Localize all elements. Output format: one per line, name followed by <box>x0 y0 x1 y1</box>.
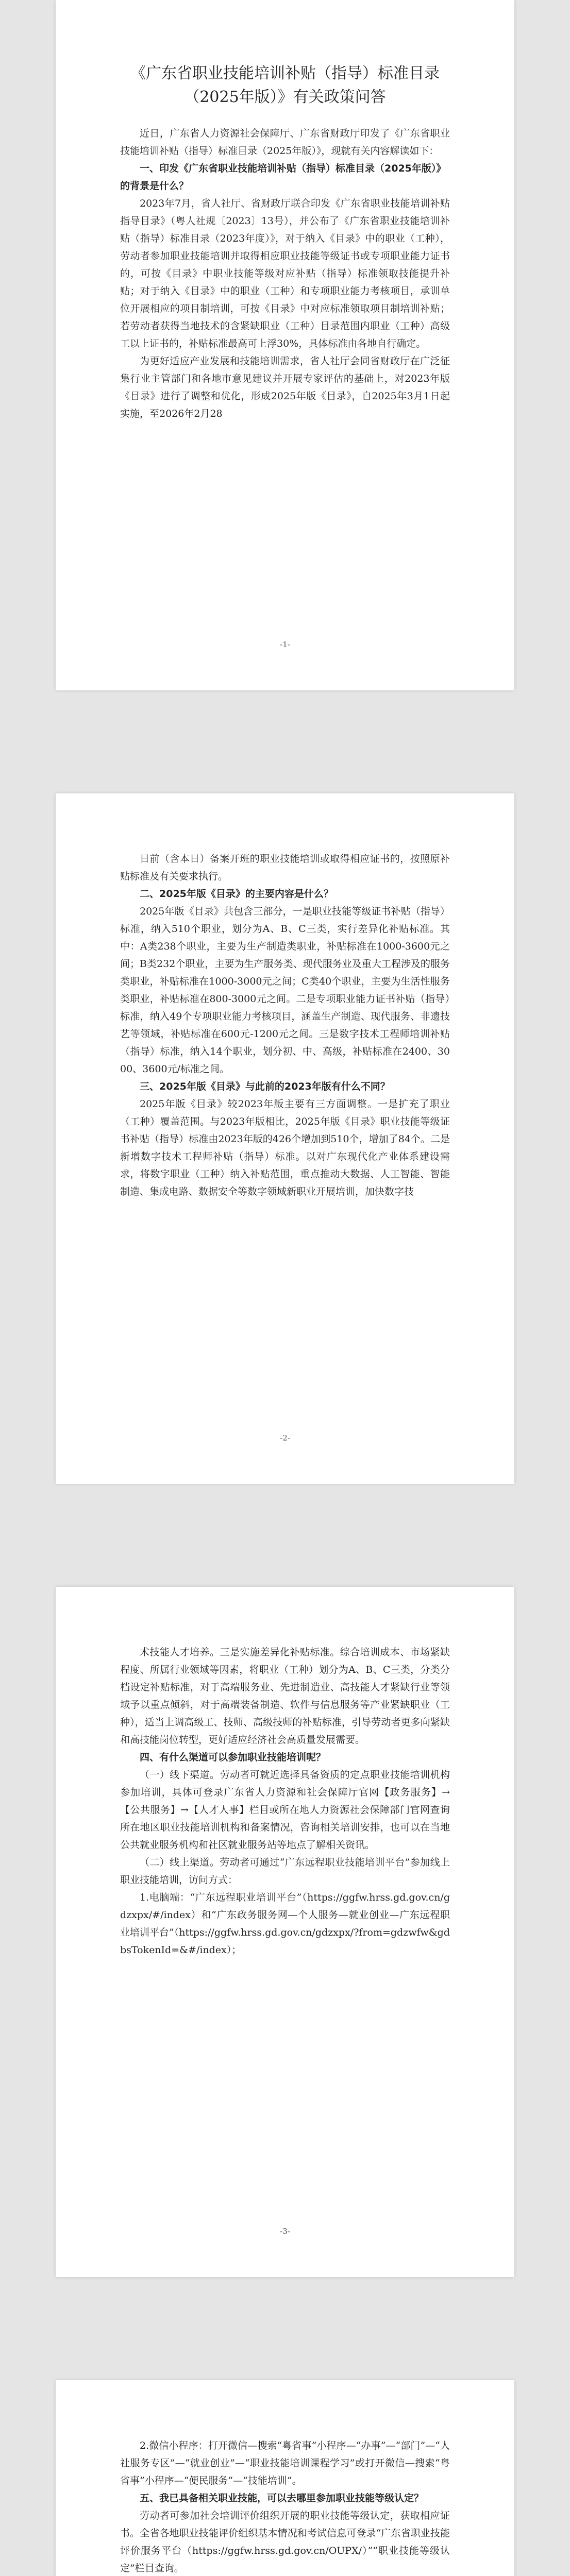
paragraph: 2025年版《目录》共包含三部分，一是职业技能等级证书补贴（指导）标准，纳入510个职业，划分为A、B、C三类，实行差异化补贴标准。其中：A类238个职业，主要为生产制造类职业，补贴标准在1000-3600元之间；B类232个职业，主要为生产服务类、现代服务业及重大工程涉及的服务类职业，补贴标准在1000-3000元之间；C类40个职业，主要为生活性服务类职业，补贴标准在800-3000元之间。二是专项职业能力证书补贴（指导）标准，纳入49个专项职业能力考核项目，涵盖生产制造、现代服务、非遗技艺等领域，补贴标准在600元-1200元之间。三是数字技术工程师培训补贴（指导）标准，纳入14个职业，划分初、中、高级，补贴标准在2400、3000、3600元/标准之间。 <box>120 906 450 1075</box>
paragraph: 近日，广东省人力资源社会保障厅、广东省财政厅印发了《广东省职业技能培训补贴（指导）标准目录（2025年版）》，现就有关内容解读如下： <box>120 128 450 157</box>
document-title: 《广东省职业技能培训补贴（指导）标准目录（2025年版）》有关政策问答 <box>130 64 440 106</box>
page-number: -2- <box>280 1433 290 1443</box>
document-page-1 <box>56 0 514 690</box>
paragraph: 术技能人才培养。三是实施差异化补贴标准。综合培训成本、市场紧缺程度、所属行业领域等因素，将职业（工种）划分为A、B、C三类，分类分档设定补贴标准，对于高端服务业、先进制造业、高技能人才紧缺行业等领域予以重点倾斜，对于高端装备制造、软件与信息服务等产业紧缺职业（工种），适当上调高级工、技师、高级技师的补贴标准，引导劳动者更多向紧缺和高技能岗位转型，更好适应经济社会高质量发展需要。 <box>120 1647 450 1745</box>
page-number: -3- <box>280 2227 290 2236</box>
section-heading: 二、2025年版《目录》的主要内容是什么？ <box>140 888 333 900</box>
paragraph: （一）线下渠道。劳动者可就近选择具备资质的定点职业技能培训机构参加培训，具体可登录广东省人力资源和社会保障厅官网【政务服务】→【公共服务】→【人才人事】栏目或所在地人力资源社会保障部门官网查询所在地区职业技能培训机构和备案情况，咨询相关培训安排，也可以在当地公共就业服务机构和社区就业服务站等地点了解相关资讯。 <box>120 1769 450 1851</box>
document-page-4 <box>56 2380 514 2576</box>
document-page-3 <box>56 1587 514 2277</box>
paragraph: 为更好适应产业发展和技能培训需求，省人社厅会同省财政厅在广泛征集行业主管部门和各地市意见建议并开展专家评估的基础上，对2023年版《目录》进行了调整和优化，形成2025年版《目录》，自2025年3月1日起实施，至2026年2月28 <box>120 355 450 419</box>
page-number: -1- <box>280 640 290 649</box>
paragraph-links: 1.电脑端：“广东远程职业培训平台”（https://ggfw.hrss.gd.gov.cn/gdzxpx/#/index）和“广东政务服务网—个人服务—就业创业—广东远程职业培训平台”（https://ggfw.hrss.gd.gov.cn/gdzxpx/?from=gdzwfw&gdbsTokenId=&#/index）； <box>120 1892 450 1956</box>
paragraph: （二）线上渠道。劳动者可通过“广东远程职业技能培训平台”参加线上职业技能培训，访问方式： <box>120 1857 450 1886</box>
paragraph: 劳动者可参加社会培训评价组织开展的职业技能等级认定，获取相应证书。全省各地职业技能评价组织基本情况和考试信息可登录“广东省职业技能评价服务平台（https://ggfw.hrss.gd.gov.cn/OUPX/）”“职业技能等级认定”栏目查询。 <box>120 2510 450 2574</box>
paragraph: 2023年7月，省人社厅、省财政厅联合印发《广东省职业技能培训补贴指导目录》（粤人社规〔2023〕13号），并公布了《广东省职业技能培训补贴（指导）标准目录（2023年度）》，对于纳入《目录》中的职业（工种），劳动者参加职业技能培训并取得相应职业技能等级证书或专项职业能力证书的，可按《目录》中职业技能等级对应补贴（指导）标准领取技能提升补贴；对于纳入《目录》中的职业（工种）和专项职业能力考核项目，承训单位开展相应的项目制培训，可按《目录》中对应标准领取项目制培训补贴；若劳动者获得当地技术的含紧缺职业（工种）目录范围内职业（工种）高级工以上证书的，补贴标准最高可上浮30%，具体标准由各地自行确定。 <box>120 198 450 349</box>
section-heading: 四、有什么渠道可以参加职业技能培训呢？ <box>140 1752 326 1763</box>
paragraph: 2.微信小程序：打开微信—搜索“粤省事”小程序—“办事”—“部门”—“人社服务专区”—“就业创业”—“职业技能培训课程学习”或打开微信—搜索“粤省事”小程序—“便民服务”—“技能培训”。 <box>120 2440 450 2486</box>
paragraph: 2025年版《目录》较2023年版主要有三方面调整。一是扩充了职业（工种）覆盖范围。与2023年版相比，2025年版《目录》职业技能等级证书补贴（指导）标准由2023年版的426个增加到510个，增加了84个。二是新增数字技术工程师补贴（指导）标准。以对广东现代化产业体系建设需求，将数字职业（工种）纳入补贴范围，重点推动大数据、人工智能、智能制造、集成电路、数据安全等数字领域新职业开展培训，加快数字技 <box>120 1098 450 1197</box>
section-heading: 三、2025年版《目录》与此前的2023年版有什么不同？ <box>140 1081 390 1092</box>
paragraph: 日前（含本日）备案开班的职业技能培训或取得相应证书的，按照原补贴标准及有关要求执行。 <box>120 853 450 882</box>
section-heading: 五、我已具备相关职业技能，可以去哪里参加职业技能等级认定？ <box>140 2493 424 2504</box>
document-page-2 <box>56 793 514 1484</box>
section-heading: 一、印发《广东省职业技能培训补贴（指导）标准目录（2025年版）》的背景是什么？ <box>120 163 446 192</box>
